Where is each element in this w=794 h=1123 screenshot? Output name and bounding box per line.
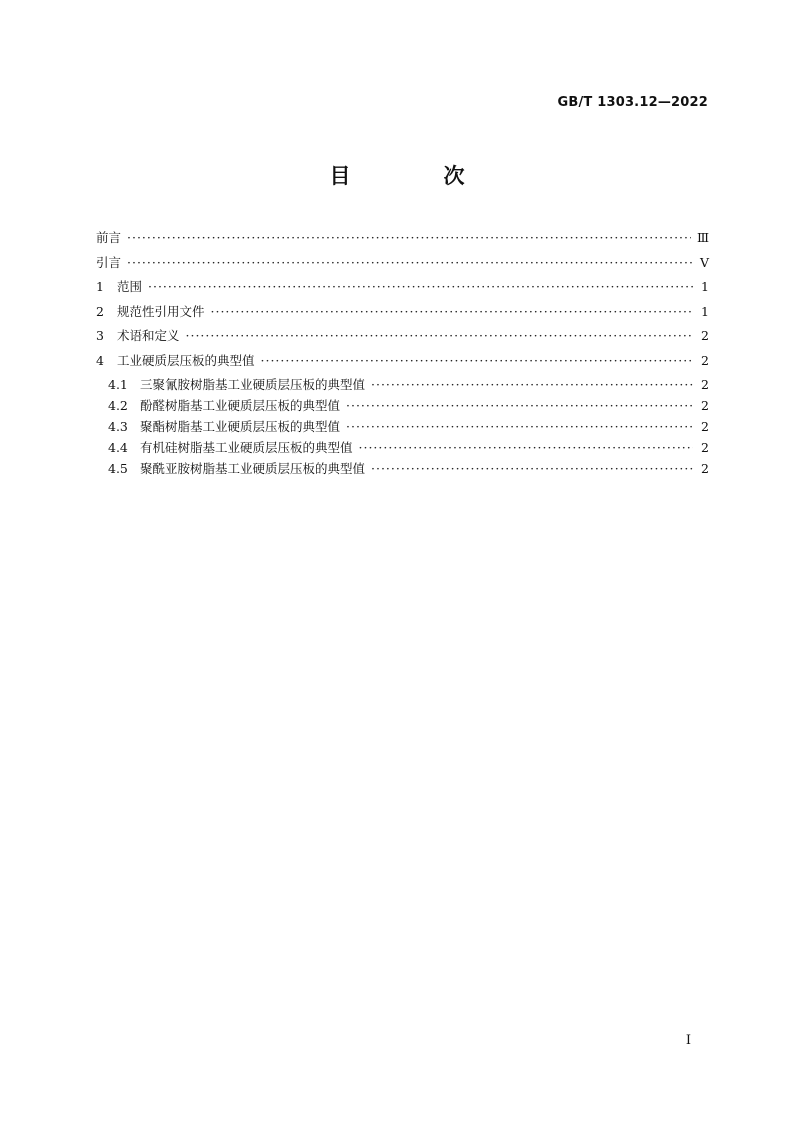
toc-leader-dots xyxy=(211,304,693,319)
toc-leader-dots xyxy=(346,419,693,434)
toc-entry-number: 4.3 xyxy=(108,419,128,434)
toc-entry-typical-values[interactable] xyxy=(96,351,709,376)
toc-entry-page: 1 xyxy=(701,303,709,319)
page-number: I xyxy=(685,1033,691,1048)
toc-entry-number: 4.1 xyxy=(108,377,128,392)
toc-entry-4-1[interactable] xyxy=(96,375,709,396)
toc-entry-page: 1 xyxy=(701,279,709,294)
toc-entry-label: 聚酯树脂基工业硬质层压板的典型值 xyxy=(140,419,341,434)
page-title: 目 次 xyxy=(329,164,501,188)
toc-entry-label: 三聚氰胺树脂基工业硬质层压板的典型值 xyxy=(140,377,366,392)
toc-entry-4-4[interactable] xyxy=(96,438,709,459)
toc-entry-page: 2 xyxy=(701,377,709,392)
toc-entry-page: Ⅴ xyxy=(699,254,709,270)
toc-entry-number: 3 xyxy=(96,328,104,343)
toc-entry-page: 2 xyxy=(701,398,709,413)
toc-entry-label: 酚醛树脂基工业硬质层压板的典型值 xyxy=(140,398,341,413)
toc-entry-label: 前言 xyxy=(96,230,122,245)
toc-leader-dots xyxy=(371,377,693,392)
toc-entry-label: 范围 xyxy=(117,279,143,294)
toc-entry-number: 1 xyxy=(96,279,104,294)
toc-entry-page: 2 xyxy=(701,328,709,343)
toc-entry-label: 聚酰亚胺树脂基工业硬质层压板的典型值 xyxy=(140,461,366,476)
toc-leader-dots xyxy=(186,328,693,343)
toc-entry-terms-definitions[interactable] xyxy=(96,326,709,351)
toc-entry-number: 4.2 xyxy=(108,398,128,413)
toc-entry-number: 4.5 xyxy=(108,461,128,476)
toc-entry-label: 引言 xyxy=(96,254,122,270)
toc-entry-normative-references[interactable] xyxy=(96,302,709,327)
toc-entry-scope[interactable] xyxy=(96,277,709,302)
toc-leader-dots xyxy=(346,398,693,413)
toc-entry-page: 2 xyxy=(701,419,709,434)
toc-entry-label: 术语和定义 xyxy=(117,328,180,343)
toc-entry-page: 2 xyxy=(701,352,709,368)
toc-entry-page: 2 xyxy=(701,461,709,476)
table-of-contents xyxy=(96,228,709,480)
toc-entry-foreword[interactable] xyxy=(96,228,709,253)
toc-leader-dots xyxy=(127,255,693,270)
toc-entry-number: 4 xyxy=(96,352,104,368)
toc-leader-dots xyxy=(148,279,693,294)
toc-entry-4-3[interactable] xyxy=(96,417,709,438)
toc-entry-number: 2 xyxy=(96,303,104,319)
toc-entry-label: 工业硬质层压板的典型值 xyxy=(117,352,255,368)
toc-leader-dots xyxy=(261,353,693,368)
toc-entry-number: 4.4 xyxy=(108,440,128,455)
toc-entry-page: Ⅲ xyxy=(696,230,709,245)
toc-entry-4-5[interactable] xyxy=(96,459,709,480)
toc-entry-page: 2 xyxy=(701,440,709,455)
toc-entry-introduction[interactable] xyxy=(96,253,709,278)
toc-leader-dots xyxy=(127,230,691,245)
toc-leader-dots xyxy=(371,461,693,476)
standard-code: GB/T 1303.12—2022 xyxy=(557,95,708,110)
toc-entry-4-2[interactable] xyxy=(96,396,709,417)
toc-entry-label: 有机硅树脂基工业硬质层压板的典型值 xyxy=(140,440,353,455)
toc-entry-label: 规范性引用文件 xyxy=(117,303,205,319)
toc-leader-dots xyxy=(359,440,693,455)
